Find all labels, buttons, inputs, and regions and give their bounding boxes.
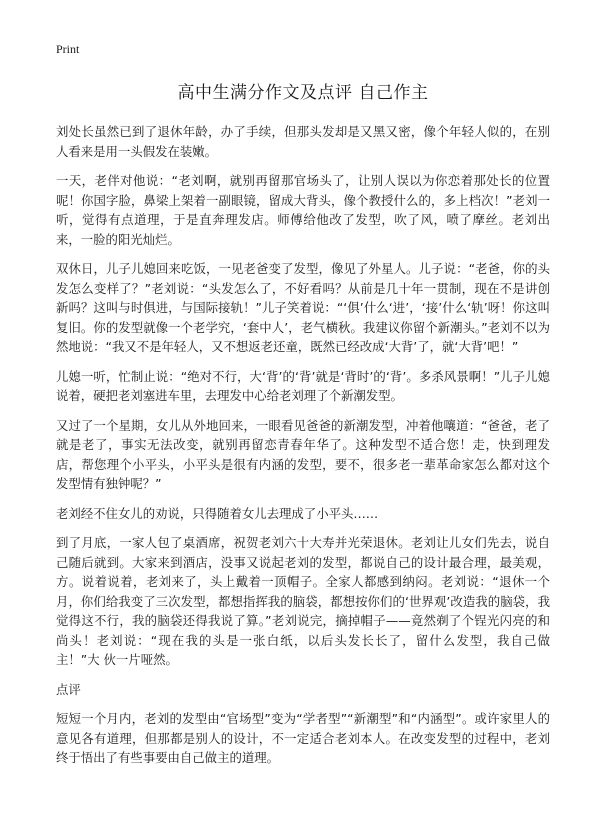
comment-label: 点评	[56, 681, 81, 697]
paragraph-4: 儿媳一听，忙制止说：“绝对不行，大‘背’的‘背’就是‘背时’的‘背’。多杀风景啊！”儿子儿媳说着，硬把老刘塞进车里，去理发中心给老刘理了个新潮发型。	[56, 368, 550, 403]
article-title: 高中生满分作文及点评 自己作主	[177, 83, 429, 103]
paragraph-2: 一天，老伴对他说：“老刘啊，就别再留那官场头了，让别人误以为你恋着那处长的位置呢！你国字脸，鼻梁上架着一副眼镜，留成大背头，像个教授什么的，多上档次！”老刘一听，觉得有点道理，于是直奔理发店。师傅给他改了发型，吹了风，喷了摩丝。老刘出来，一脸的阳光灿烂。	[56, 173, 550, 247]
comment-paragraph: 短短一个月内，老刘的发型由“官场型”变为“学者型”“新潮型”和“内涵型”。或许家里人的意见各有道理，但那都是别人的设计，不一定适合老刘本人。在改变发型的过程中，老刘终于悟出了有些事要由自己做主的道理。	[56, 711, 550, 765]
paragraph-3: 双休日，儿子儿媳回来吃饭，一见老爸变了发型，像见了外星人。儿子说：“老爸，你的头发怎么变样了？”老刘说：“头发怎么了，不好看吗？从前是几十年一贯制，现在不是讲创新吗？这叫与时俱进，与国际接轨！”儿子笑着说：“‘俱’什么‘进’，‘接’什么‘轨’呀！你这叫复旧。你的发型就像一个老学究，‘套中人’，老气横秋。我建议你留个新潮头。”老刘不以为然地说：“我又不是年轻人，又不想返老还童，既然已经改成‘大背’了，就‘大背’吧！”	[56, 261, 550, 354]
paragraph-1: 刘处长虽然已到了退休年龄，办了手续，但那头发却是又黑又密，像个年轻人似的，在别人看来是用一头假发在装嫩。	[56, 124, 550, 159]
paragraph-5: 又过了一个星期，女儿从外地回来，一眼看见爸爸的新潮发型，冲着他嚷道：“爸爸，老了就是老了，事实无法改变，就别再留恋青春年华了。这种发型不适合您！走，快到理发店，帮您理个小平头，小平头是很有内涵的发型，要不，很多老一辈革命家怎么都对这个发型情有独钟呢？”	[56, 417, 550, 491]
paragraph-6: 老刘经不住女儿的劝说，只得随着女儿去理成了小平头……	[56, 505, 379, 521]
paragraph-7: 到了月底，一家人包了桌酒席，祝贺老刘六十大寿并光荣退休。老刘让儿女们先去，说自己随后就到。大家来到酒店，没事又说起老刘的发型，都说自己的设计最合理，最美观，方。说着说着，老刘来了，头上戴着一顶帽子。全家人都感到纳闷。老刘说：“退休一个月，你们给我变了三次发型，都想指挥我的脑袋，都想按你们的‘世界观’改造我的脑袋，我觉得这不行，我的脑袋还得我说了算。”老刘说完，摘掉帽子——竟然剃了个锃光闪亮的和尚头！老刘说：“现在我的头是一张白纸，以后头发长长了，留什么发型，我自己做主！”大 伙一片哑然。	[56, 535, 550, 667]
print-label: Print	[56, 42, 80, 56]
